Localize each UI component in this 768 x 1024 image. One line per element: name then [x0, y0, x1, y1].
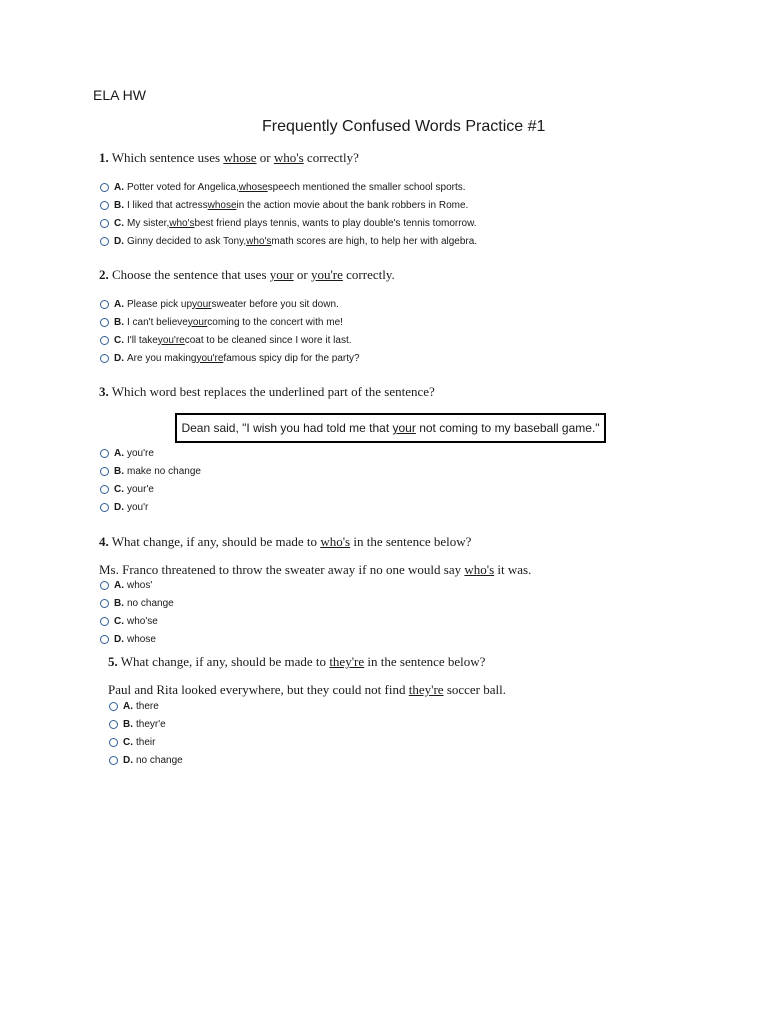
radio-icon[interactable] [109, 720, 118, 729]
question-4-sentence: Ms. Franco threatened to throw the sweater away if no one would say who's it was. [99, 562, 532, 577]
radio-icon[interactable] [100, 219, 109, 228]
question-3-prompt: 3. Which word best replaces the underlined part of the sentence? [99, 384, 435, 399]
q5-option-d[interactable]: D. no change [109, 753, 183, 767]
radio-icon[interactable] [100, 485, 109, 494]
question-2-prompt: 2. Choose the sentence that uses your or you're correctly. [99, 267, 395, 282]
q2-option-d[interactable]: D. Are you making you're famous spicy dip for the party? [100, 351, 360, 365]
radio-icon[interactable] [100, 503, 109, 512]
radio-icon[interactable] [100, 467, 109, 476]
q3-option-b[interactable]: B. make no change [100, 464, 201, 478]
question-4-prompt: 4. What change, if any, should be made to who's in the sentence below? [99, 534, 472, 549]
radio-icon[interactable] [100, 300, 109, 309]
radio-icon[interactable] [100, 617, 109, 626]
q1-option-c[interactable]: C. My sister, who's best friend plays tennis, wants to play double's tennis tomorrow. [100, 216, 477, 230]
question-1-prompt: 1. Which sentence uses whose or who's correctly? [99, 150, 359, 165]
page-title: Frequently Confused Words Practice #1 [262, 118, 546, 135]
q5-option-b[interactable]: B. theyr'e [109, 717, 166, 731]
q2-option-c[interactable]: C. I'll take you're coat to be cleaned since I wore it last. [100, 333, 352, 347]
q4-option-d[interactable]: D. whose [100, 632, 156, 646]
radio-icon[interactable] [109, 702, 118, 711]
header-label: ELA HW [93, 87, 146, 103]
radio-icon[interactable] [100, 449, 109, 458]
q3-option-a[interactable]: A. you're [100, 446, 154, 460]
q4-option-c[interactable]: C. who'se [100, 614, 158, 628]
radio-icon[interactable] [100, 318, 109, 327]
question-5-prompt: 5. What change, if any, should be made to they're in the sentence below? [108, 654, 486, 669]
question-5-sentence: Paul and Rita looked everywhere, but they could not find they're soccer ball. [108, 682, 507, 697]
radio-icon[interactable] [109, 738, 118, 747]
q3-option-d[interactable]: D. you'r [100, 500, 148, 514]
q1-option-a[interactable]: A. Potter voted for Angelica, whose speech mentioned the smaller school sports. [100, 180, 466, 194]
radio-icon[interactable] [100, 581, 109, 590]
q1-option-b[interactable]: B. I liked that actress whose in the action movie about the bank robbers in Rome. [100, 198, 468, 212]
quoted-sentence-box: Dean said, "I wish you had told me that your not coming to my baseball game." [175, 413, 606, 443]
radio-icon[interactable] [100, 183, 109, 192]
q5-option-c[interactable]: C. their [109, 735, 155, 749]
q2-option-b[interactable]: B. I can't believe your coming to the concert with me! [100, 315, 343, 329]
radio-icon[interactable] [100, 354, 109, 363]
q1-option-d[interactable]: D. Ginny decided to ask Tony, who's math scores are high, to help her with algebra. [100, 234, 477, 248]
radio-icon[interactable] [100, 635, 109, 644]
radio-icon[interactable] [109, 756, 118, 765]
q5-option-a[interactable]: A. there [109, 699, 159, 713]
q4-option-b[interactable]: B. no change [100, 596, 174, 610]
radio-icon[interactable] [100, 201, 109, 210]
radio-icon[interactable] [100, 336, 109, 345]
radio-icon[interactable] [100, 237, 109, 246]
q4-option-a[interactable]: A. whos' [100, 578, 152, 592]
q3-option-c[interactable]: C. your'e [100, 482, 154, 496]
radio-icon[interactable] [100, 599, 109, 608]
q2-option-a[interactable]: A. Please pick up your sweater before you sit down. [100, 297, 339, 311]
